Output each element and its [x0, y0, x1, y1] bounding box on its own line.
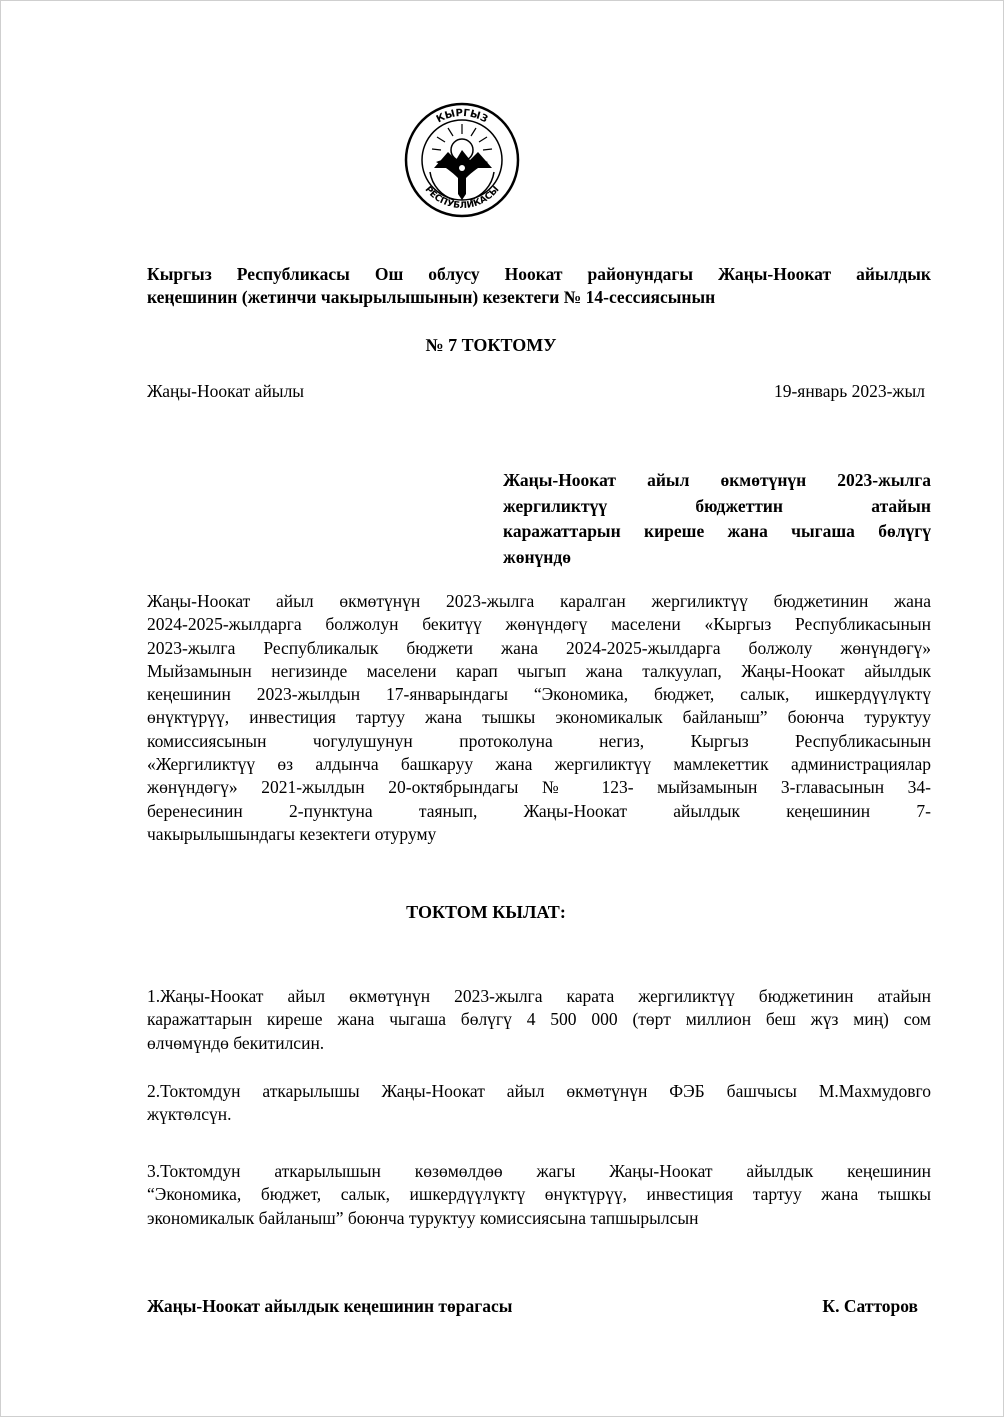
place: Жаңы-Ноокат айылы [147, 381, 305, 401]
decree-item-2 [147, 1080, 931, 1127]
preamble-line: жөнүндөгү» 2021-жылдын 20-октябрындагы № 123- мыйзамынын 3-главасынын 34- [147, 777, 931, 798]
subject-line: каражаттарын киреше жана чыгаша бөлүгү [503, 521, 931, 541]
preamble-line: 2023-жылга Республикалык бюджети жана 2024-2025-жылдарга болжолу жөнүндөгү» [147, 637, 931, 658]
svg-text:КЫРГЫЗ [435, 108, 490, 126]
header-line: кеңешинин (жетинчи чакырылышынын) кезектеги № 14-сессиясынын [147, 287, 716, 308]
item-line: “Экономика, бюджет, салык, ишкердүүлүктү өнүктүрүү, инвестиция тартуу жана тышкы [147, 1184, 931, 1205]
resolve-heading: ТОКТОМ КЫЛАТ: [406, 902, 566, 922]
subject-line: жөнүндө [503, 546, 571, 567]
item-line: жүктөлсүн. [147, 1104, 232, 1125]
preamble-line: Жаңы-Ноокат айыл өкмөтүнүн 2023-жылга каралган жергиликтүү бюджетинин жана [147, 591, 931, 611]
preamble-line: 2024-2025-жылдарга болжолун бекитүү жөнүндөгү маселени «Кыргыз Республикасынын [147, 614, 931, 635]
decree-item-3 [147, 1160, 931, 1230]
preamble-line: беренесинин 2-пунктуна таянып, Жаңы-Ноокат айылдык кеңешинин 7- [147, 800, 931, 821]
item-line: 1.Жаңы-Ноокат айыл өкмөтүнүн 2023-жылга карата жергиликтүү бюджетинин атайын [147, 986, 931, 1006]
preamble-line: Мыйзамынын негизинде маселени карап чыгып жана талкуулап, Жаңы-Ноокат айылдык [147, 660, 931, 681]
subject-line: жергиликтүү бюджеттин атайын [503, 495, 931, 516]
date: 19-январь 2023-жыл [773, 381, 925, 401]
item-line: 3.Токтомдун аткарылышын көзөмөлдөө жагы Жаңы-Ноокат айылдык кеңешинин [147, 1161, 931, 1181]
decree-number: № 7 ТОКТОМУ [425, 335, 557, 355]
preamble [147, 590, 931, 846]
preamble-line: комиссиясынын чогулушунун протоколуна негиз, Кыргыз Республикасынын [147, 730, 931, 751]
decree-subject [503, 468, 931, 570]
preamble-line: өнүктүрүү, инвестиция тартуу жана тышкы экономикалык байланыш” боюнча туруктуу [147, 707, 931, 728]
emblem-bottom-text: РЕСПУБЛИКАСЫ [422, 184, 502, 212]
preamble-line: чакырылышындагы кезектеги отуруму [147, 823, 437, 844]
preamble-line: кеңешинин 2023-жылдын 17-январындагы “Экономика, бюджет, салык, ишкердүүлүктү [147, 684, 931, 705]
signatory-title: Жаңы-Ноокат айылдык кеңешинин төрагасы [147, 1296, 513, 1316]
signatory-name: К. Сатторов [822, 1296, 918, 1316]
subject-line: Жаңы-Ноокат айыл өкмөтүнүн 2023-жылга [503, 470, 931, 490]
item-line: экономикалык байланыш” боюнча туруктуу комиссиясына тапшырылсын [147, 1207, 699, 1228]
item-line: каражаттарын киреше жана чыгаша бөлүгү 4 500 000 (төрт миллион беш жүз миң) сом [147, 1009, 931, 1030]
item-line: 2.Токтомдун аткарылышы Жаңы-Ноокат айыл өкмөтүнүн ФЭБ башчысы М.Махмудовго [147, 1081, 931, 1101]
item-line: өлчөмүндө бекитилсин. [147, 1032, 325, 1053]
header-line: Кыргыз Республикасы Ош облусу Ноокат районундагы Жаңы-Ноокат айылдык [147, 264, 931, 284]
decree-item-1 [147, 985, 931, 1055]
state-emblem-icon [404, 102, 520, 218]
emblem-top-text: КЫРГЫЗ [434, 107, 490, 126]
council-header [147, 263, 931, 310]
preamble-line: «Жергиликтүү өз алдынча башкаруу жана жергиликтүү мамлекеттик администрациялар [147, 754, 931, 775]
